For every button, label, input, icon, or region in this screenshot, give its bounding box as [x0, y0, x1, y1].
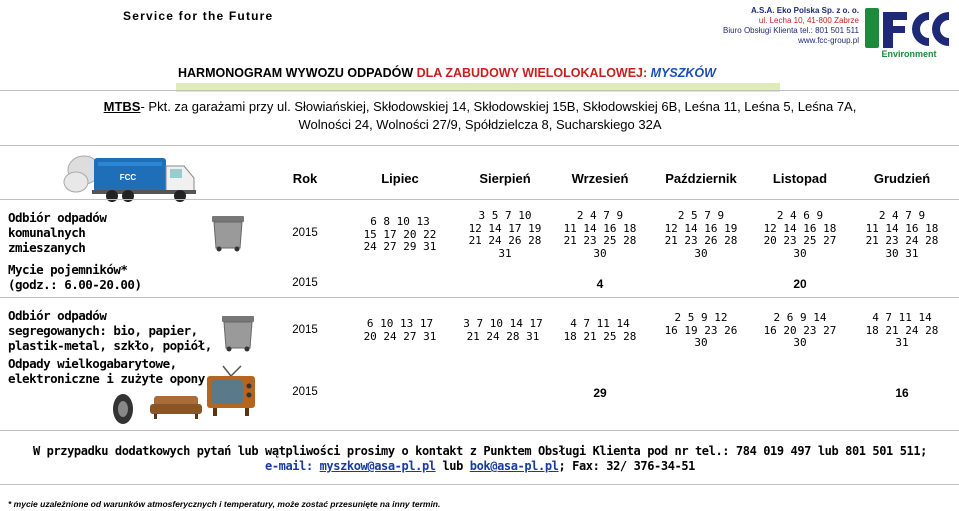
- email-link-myszkow[interactable]: myszkow@asa-pl.pl: [319, 459, 436, 473]
- title-city: MYSZKÓW: [650, 66, 716, 80]
- email-separator: lub: [435, 459, 470, 473]
- col-header-listopad: Listopad: [772, 171, 828, 186]
- divider: [0, 90, 959, 91]
- row-label-mixed: Odbiór odpadów komunalnych zmieszanych: [8, 210, 107, 255]
- year-wash: 2015: [292, 277, 318, 289]
- dates-mixed-grudzien: 2 4 7 9 11 14 16 18 21 23 24 28 30 31: [865, 209, 939, 260]
- row-label-segregated: Odbiór odpadów segregowanych: bio, papier, plastik-metal, szkło, popiół,: [8, 308, 212, 353]
- year-mixed: 2015: [292, 227, 318, 239]
- col-header-grudzien: Grudzień: [873, 171, 931, 186]
- row-label-bulky: Odpady wielkogabarytowe, elektroniczne i zużyte opony: [8, 356, 205, 386]
- title-part1: HARMONOGRAM WYWOZU ODPADÓW: [178, 66, 417, 80]
- sofa-icon: [150, 394, 202, 420]
- contact-line1: W przypadku dodatkowych pytań lub wątpliwości prosimy o kontakt z Punktem Obsługi Klienta pod nr tel.: 784 019 497 lub 801 501 511;: [32, 444, 928, 458]
- divider: [0, 145, 959, 146]
- col-header-lipiec: Lipiec: [381, 171, 419, 186]
- dates-seg-grudzien: 4 7 11 14 18 21 24 28 31: [865, 311, 939, 349]
- bin-icon: [210, 214, 246, 252]
- contact-info: [30, 444, 930, 474]
- divider: [0, 430, 959, 431]
- tv-icon: [205, 364, 257, 418]
- wash-date-pazdziernik: 20: [793, 277, 807, 291]
- bin-icon: [220, 314, 256, 352]
- tagline: Service for the Future: [123, 9, 274, 23]
- address-prefix: MTBS: [103, 99, 141, 114]
- dates-mixed-wrzesien: 2 4 7 9 11 14 16 18 21 23 25 28 30: [563, 209, 637, 260]
- divider: [0, 199, 959, 200]
- dates-seg-pazdziernik: 2 5 9 12 16 19 23 26 30: [664, 311, 738, 349]
- dates-mixed-pazdziernik: 2 5 7 9 12 14 16 19 21 23 26 28 30: [664, 209, 738, 260]
- page-title: [178, 66, 716, 80]
- footnote: * mycie uzależnione od warunków atmosferycznych i temperatury, może zostać przesunięte na inny termin.: [8, 499, 441, 509]
- year-segregated: 2015: [292, 324, 318, 336]
- dates-mixed-listopad: 2 4 6 9 12 14 16 18 20 23 25 27 30: [763, 209, 837, 260]
- bulky-date-wrzesien: 29: [593, 386, 607, 400]
- divider: [0, 484, 959, 485]
- email-label: e-mail:: [265, 459, 320, 473]
- dates-mixed-sierpien: 3 5 7 10 12 14 17 19 21 24 26 28 31: [468, 209, 542, 260]
- dates-seg-listopad: 2 6 9 14 16 20 23 27 30: [763, 311, 837, 349]
- wash-date-sierpien: 4: [596, 277, 604, 291]
- company-address: ul. Lecha 10, 41-800 Zabrze: [758, 16, 859, 25]
- address-line1: - Pkt. za garażami przy ul. Słowiańskiej, Skłodowskiej 14, Skłodowskiej 15B, Skłodowskiej 6B, Leśna 11, Leśna 5, Leśna 7A,: [140, 99, 857, 114]
- company-info: [723, 6, 859, 46]
- title-part2: DLA ZABUDOWY WIELOLOKALOWEJ:: [416, 66, 651, 80]
- logo-sub: Environment: [881, 49, 937, 58]
- col-header-sierpien: Sierpień: [479, 171, 531, 186]
- svg-text:FCC: FCC: [119, 173, 137, 182]
- address-line2: Wolności 24, Wolności 27/9, Spółdzielcza 8, Sucharskiego 32A: [298, 117, 662, 132]
- col-header-wrzesien: Wrzesień: [571, 171, 629, 186]
- dates-seg-lipiec: 6 10 13 17 20 24 27 31: [363, 317, 437, 343]
- company-name: A.S.A. Eko Polska Sp. z o. o.: [750, 6, 859, 15]
- dates-mixed-lipiec: 6 8 10 13 15 17 20 22 24 27 29 31: [363, 215, 437, 253]
- dates-seg-wrzesien: 4 7 11 14 18 21 25 28: [563, 317, 637, 343]
- email-link-bok[interactable]: bok@asa-pl.pl: [469, 459, 559, 473]
- dates-seg-sierpien: 3 7 10 14 17 21 24 28 31: [463, 317, 543, 343]
- col-header-pazdziernik: Październik: [665, 171, 737, 186]
- year-bulky: 2015: [292, 386, 318, 398]
- address-block: [40, 98, 920, 134]
- fcc-logo: [865, 8, 951, 58]
- company-website[interactable]: www.fcc-group.pl: [798, 36, 859, 45]
- divider: [0, 297, 959, 298]
- tire-icon: [110, 392, 136, 426]
- fax-info: ; Fax: 32/ 376-34-51: [558, 459, 695, 473]
- company-phone: Biuro Obsługi Klienta tel.: 801 501 511: [723, 26, 859, 35]
- col-header-rok: Rok: [292, 171, 318, 186]
- row-label-wash: Mycie pojemników* (godz.: 6.00-20.00): [8, 262, 142, 292]
- bulky-date-grudzien: 16: [895, 386, 909, 400]
- garbage-truck-icon: [62, 148, 202, 204]
